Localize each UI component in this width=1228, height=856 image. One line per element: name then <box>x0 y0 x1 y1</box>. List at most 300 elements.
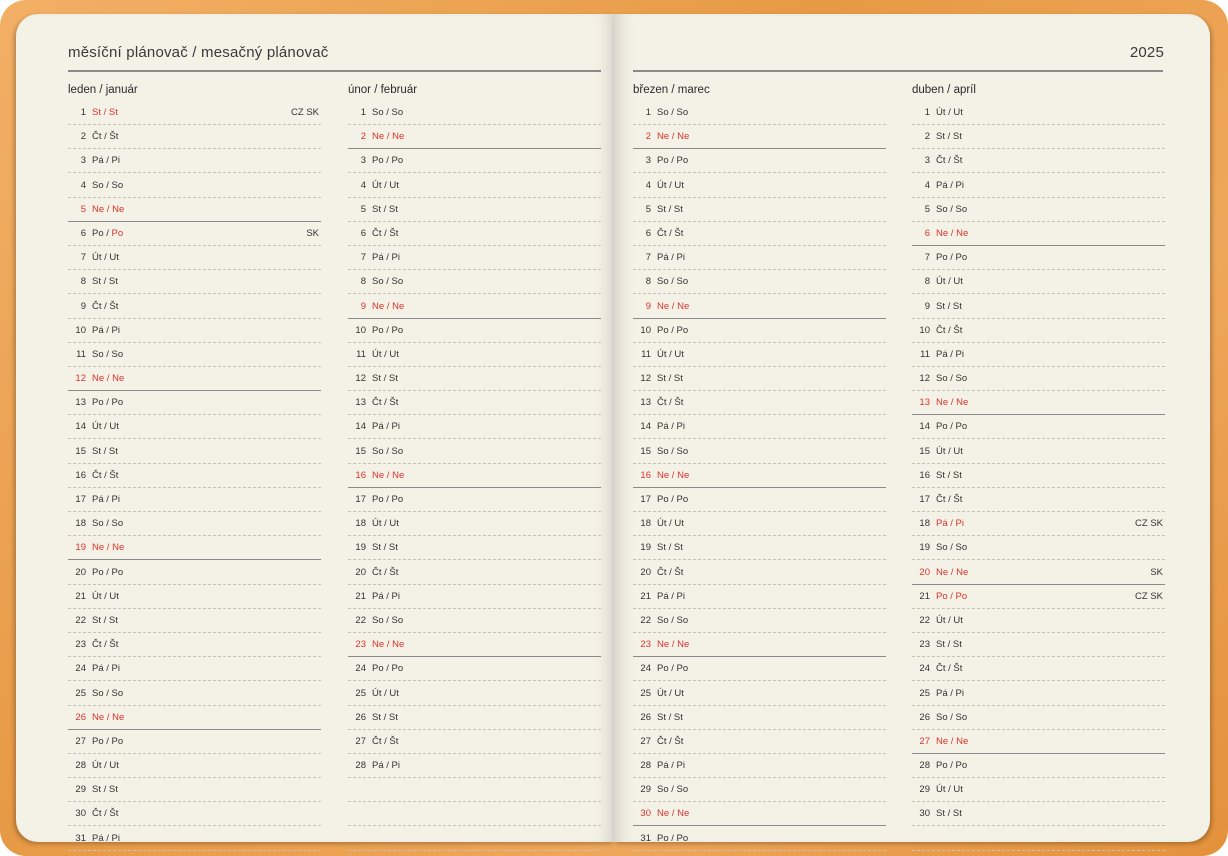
day-row[interactable] <box>348 416 601 439</box>
day-number: 1 <box>80 107 86 118</box>
day-name <box>92 736 123 747</box>
day-name-sk: Po <box>676 155 689 167</box>
day-number: 22 <box>919 614 930 626</box>
day-name-cz: Pá <box>936 687 948 699</box>
day-row[interactable] <box>348 392 601 415</box>
day-number: 25 <box>919 687 930 699</box>
day-row[interactable] <box>912 610 1165 633</box>
day-row[interactable] <box>912 296 1165 319</box>
day-name-separator: / <box>668 663 677 675</box>
day-name <box>92 276 118 287</box>
day-name <box>92 784 118 795</box>
day-name <box>372 494 403 505</box>
day-name-separator: / <box>668 445 677 457</box>
day-name-sk: So <box>955 373 968 385</box>
left-page <box>16 14 614 842</box>
title-rule <box>68 70 601 72</box>
day-row[interactable] <box>912 175 1165 198</box>
day-name-cz: Po <box>372 155 384 167</box>
day-name-sk: Po <box>955 760 968 772</box>
day-number: 14 <box>75 421 86 433</box>
day-number: 21 <box>919 590 930 602</box>
day-name-sk: St <box>108 784 118 796</box>
empty-row[interactable] <box>348 803 601 826</box>
day-row[interactable] <box>68 755 321 778</box>
day-name-separator: / <box>669 808 678 820</box>
day-name-separator: / <box>668 155 677 167</box>
day-row[interactable] <box>912 199 1165 222</box>
day-row[interactable] <box>633 150 886 173</box>
day-row[interactable] <box>633 223 886 246</box>
day-name-separator: / <box>947 373 956 385</box>
day-name <box>92 325 120 336</box>
day-name-cz: St <box>936 131 945 143</box>
day-name <box>372 567 398 578</box>
day-row[interactable] <box>68 658 321 681</box>
day-row[interactable] <box>348 247 601 270</box>
empty-row[interactable] <box>348 779 601 802</box>
day-row[interactable] <box>348 223 601 246</box>
day-name-sk: Po <box>955 590 968 602</box>
month-column-march <box>633 78 886 852</box>
day-number: 3 <box>924 155 930 167</box>
empty-row[interactable] <box>348 828 601 851</box>
day-row[interactable] <box>633 803 886 826</box>
day-row[interactable] <box>912 537 1165 560</box>
day-name-separator: / <box>100 107 109 118</box>
day-name-sk: St <box>673 542 683 554</box>
day-row[interactable] <box>348 586 601 609</box>
day-row[interactable] <box>348 150 601 173</box>
day-number: 18 <box>919 518 930 530</box>
day-number: 25 <box>640 687 651 699</box>
day-row[interactable] <box>633 392 886 415</box>
day-row[interactable] <box>633 779 886 802</box>
day-name-separator: / <box>668 324 677 336</box>
day-name-sk: St <box>952 300 962 312</box>
day-number: 28 <box>919 760 930 772</box>
day-row[interactable] <box>68 731 321 754</box>
day-name <box>936 107 963 118</box>
day-name-separator: / <box>381 518 390 530</box>
day-row[interactable] <box>633 247 886 270</box>
day-row[interactable] <box>633 634 886 657</box>
day-number: 9 <box>360 300 366 312</box>
day-name-separator: / <box>945 445 954 457</box>
day-name-sk: Ne <box>112 203 125 215</box>
day-row[interactable] <box>68 465 321 488</box>
day-row[interactable] <box>68 223 321 246</box>
day-name-sk: Ut <box>674 348 684 360</box>
day-row[interactable] <box>633 368 886 391</box>
day-name-sk: St <box>388 203 398 215</box>
day-name <box>657 688 684 699</box>
day-number: 10 <box>640 324 651 336</box>
day-name-sk: St <box>952 131 962 143</box>
day-row[interactable] <box>912 441 1165 464</box>
year-label: 2025 <box>1129 44 1164 61</box>
day-name <box>936 615 963 626</box>
day-name <box>657 542 683 553</box>
day-row[interactable] <box>348 731 601 754</box>
day-row[interactable] <box>68 368 321 391</box>
day-row[interactable] <box>633 513 886 536</box>
day-row[interactable] <box>633 344 886 367</box>
day-name-separator: / <box>383 760 392 772</box>
day-row[interactable] <box>348 707 601 730</box>
day-row[interactable] <box>912 126 1165 149</box>
day-name-separator: / <box>380 373 389 385</box>
day-number: 5 <box>80 203 86 215</box>
day-name-separator: / <box>103 687 112 699</box>
day-number: 6 <box>360 227 366 239</box>
month-column-april <box>912 78 1165 852</box>
day-row[interactable] <box>68 199 321 222</box>
day-row[interactable] <box>912 223 1165 246</box>
day-row[interactable] <box>348 271 601 294</box>
day-row[interactable] <box>912 150 1165 173</box>
day-row[interactable] <box>68 102 321 125</box>
day-name <box>936 446 963 457</box>
day-row[interactable] <box>68 344 321 367</box>
day-number: 28 <box>75 760 86 772</box>
day-row[interactable] <box>68 683 321 706</box>
day-name-separator: / <box>668 494 677 505</box>
day-name <box>372 663 403 674</box>
day-row[interactable] <box>348 513 601 536</box>
day-name-separator: / <box>665 711 674 723</box>
day-number: 22 <box>640 614 651 626</box>
day-name-cz: Út <box>92 760 102 772</box>
day-name-cz: St <box>372 203 381 215</box>
day-number: 28 <box>640 760 651 772</box>
day-name-sk: Po <box>111 397 124 409</box>
day-name-cz: Čt <box>657 735 667 747</box>
day-row[interactable] <box>348 126 601 149</box>
day-row[interactable] <box>633 658 886 681</box>
day-name <box>92 131 118 142</box>
day-row[interactable] <box>633 199 886 222</box>
day-row[interactable] <box>633 610 886 633</box>
day-row[interactable] <box>68 175 321 198</box>
day-row[interactable] <box>68 126 321 149</box>
day-name-sk: Ne <box>677 639 690 651</box>
day-name-cz: Pá <box>372 590 384 602</box>
day-name-cz: Út <box>936 445 946 457</box>
day-name <box>372 470 404 481</box>
day-name-sk: Ut <box>389 518 399 530</box>
day-name-separator: / <box>947 203 956 215</box>
day-row[interactable] <box>633 562 886 585</box>
day-row[interactable] <box>68 707 321 730</box>
day-row[interactable] <box>633 465 886 488</box>
day-name-sk: Ne <box>956 566 969 578</box>
day-number: 10 <box>919 324 930 336</box>
day-row[interactable] <box>68 779 321 802</box>
day-name-sk: St <box>108 445 118 457</box>
day-name-separator: / <box>103 566 112 578</box>
day-row[interactable] <box>68 271 321 294</box>
day-name-sk: Ne <box>677 469 690 481</box>
day-name-separator: / <box>104 711 113 723</box>
day-number: 10 <box>75 324 86 336</box>
day-name-cz: Čt <box>936 494 946 505</box>
day-name <box>657 591 685 602</box>
day-row[interactable] <box>912 465 1165 488</box>
day-name-sk: Pi <box>955 687 964 699</box>
day-row[interactable] <box>912 586 1165 609</box>
day-name-sk: Št <box>109 300 119 312</box>
day-row[interactable] <box>633 271 886 294</box>
day-name-cz: Čt <box>936 324 946 336</box>
day-name-cz: Ne <box>92 711 105 723</box>
day-row[interactable] <box>348 344 601 367</box>
day-row[interactable] <box>348 755 601 778</box>
day-name-sk: Pi <box>676 760 685 772</box>
day-name <box>372 518 399 529</box>
day-name-sk: Ne <box>392 639 405 651</box>
day-row[interactable] <box>912 489 1165 512</box>
day-row[interactable] <box>348 489 601 512</box>
day-number: 4 <box>360 179 366 191</box>
day-row[interactable] <box>68 562 321 585</box>
day-number: 19 <box>919 542 930 554</box>
day-row[interactable] <box>348 537 601 560</box>
day-row[interactable] <box>348 465 601 488</box>
day-name-cz: St <box>92 784 101 796</box>
day-number: 21 <box>640 590 651 602</box>
day-row[interactable] <box>348 441 601 464</box>
day-row[interactable] <box>633 102 886 125</box>
day-row[interactable] <box>68 828 321 851</box>
day-row[interactable] <box>348 658 601 681</box>
day-name-separator: / <box>666 687 675 699</box>
day-name <box>92 615 118 626</box>
day-row[interactable] <box>912 803 1165 826</box>
day-name-cz: So <box>657 614 669 626</box>
day-number: 12 <box>355 373 366 385</box>
day-number: 24 <box>640 663 651 675</box>
day-name-separator: / <box>103 735 112 747</box>
day-name-cz: St <box>372 542 381 554</box>
day-number: 23 <box>919 639 930 651</box>
day-row[interactable] <box>348 102 601 125</box>
day-row[interactable] <box>912 755 1165 778</box>
day-name <box>92 518 123 529</box>
day-name-cz: Út <box>92 421 102 433</box>
day-name-separator: / <box>668 107 677 118</box>
day-name-cz: Ne <box>372 131 385 143</box>
day-name-separator: / <box>665 542 674 554</box>
day-name <box>936 688 964 699</box>
day-name-separator: / <box>383 324 392 336</box>
day-row[interactable] <box>348 634 601 657</box>
day-row[interactable] <box>68 489 321 512</box>
day-number: 1 <box>360 107 366 118</box>
day-name-separator: / <box>384 300 393 312</box>
day-name-separator: / <box>383 252 392 264</box>
day-row[interactable] <box>68 150 321 173</box>
day-name-sk: Pi <box>676 421 685 433</box>
day-name <box>936 712 967 723</box>
day-row[interactable] <box>633 707 886 730</box>
day-name-sk: Št <box>674 735 684 747</box>
day-row[interactable] <box>633 828 886 851</box>
day-row[interactable] <box>633 731 886 754</box>
day-name-cz: Ne <box>372 469 385 481</box>
day-row[interactable] <box>912 320 1165 343</box>
day-name-separator: / <box>945 614 954 626</box>
day-row[interactable] <box>912 731 1165 754</box>
day-number: 7 <box>924 252 930 264</box>
day-name-sk: Ne <box>392 131 405 143</box>
day-row[interactable] <box>348 175 601 198</box>
day-name-cz: St <box>657 542 666 554</box>
day-name-sk: Št <box>109 469 119 481</box>
day-row[interactable] <box>633 537 886 560</box>
day-row[interactable] <box>912 658 1165 681</box>
day-name-sk: Ne <box>112 542 125 554</box>
day-name-cz: Po <box>936 421 948 433</box>
day-row[interactable] <box>912 683 1165 706</box>
day-row[interactable] <box>912 513 1165 536</box>
day-name-cz: Út <box>936 784 946 796</box>
day-name-separator: / <box>947 421 956 433</box>
day-row[interactable] <box>68 634 321 657</box>
day-row[interactable] <box>633 441 886 464</box>
day-row[interactable] <box>348 610 601 633</box>
day-name-sk: St <box>952 639 962 651</box>
day-name-cz: St <box>657 373 666 385</box>
day-name-separator: / <box>104 542 113 554</box>
day-number: 23 <box>355 639 366 651</box>
day-name-sk: So <box>676 445 689 457</box>
day-row[interactable] <box>348 562 601 585</box>
day-row[interactable] <box>912 562 1165 585</box>
day-row[interactable] <box>912 247 1165 270</box>
day-row[interactable] <box>912 368 1165 391</box>
day-name-cz: Ne <box>936 735 949 747</box>
day-number: 6 <box>645 227 651 239</box>
day-row[interactable] <box>633 683 886 706</box>
day-row[interactable] <box>633 489 886 512</box>
day-name-cz: Po <box>372 324 384 336</box>
day-name-separator: / <box>947 711 956 723</box>
day-name-separator: / <box>668 252 677 264</box>
day-name <box>372 712 398 723</box>
day-row[interactable] <box>68 513 321 536</box>
day-number: 27 <box>640 735 651 747</box>
day-row[interactable] <box>633 586 886 609</box>
day-name-cz: Ne <box>936 227 949 239</box>
day-number: 18 <box>355 518 366 530</box>
day-name-separator: / <box>101 590 110 602</box>
day-name-cz: Ne <box>92 542 105 554</box>
day-name-separator: / <box>944 300 953 312</box>
day-row[interactable] <box>348 320 601 343</box>
day-row[interactable] <box>68 320 321 343</box>
day-name <box>372 349 399 360</box>
day-number: 3 <box>360 155 366 167</box>
day-name-separator: / <box>666 397 675 409</box>
day-row[interactable] <box>633 296 886 319</box>
day-name <box>372 228 398 239</box>
day-row[interactable] <box>912 779 1165 802</box>
day-name-cz: Ne <box>372 300 385 312</box>
day-name-sk: Po <box>111 566 124 578</box>
day-name-cz: Čt <box>92 639 102 651</box>
day-row[interactable] <box>912 416 1165 439</box>
day-row[interactable] <box>912 102 1165 125</box>
day-row[interactable] <box>348 368 601 391</box>
day-name <box>657 301 689 312</box>
day-name-separator: / <box>104 373 113 385</box>
day-name <box>92 470 118 481</box>
day-number: 7 <box>80 252 86 264</box>
day-name-separator: / <box>668 832 677 844</box>
day-name-cz: St <box>936 469 945 481</box>
day-row[interactable] <box>633 320 886 343</box>
day-name-separator: / <box>381 735 390 747</box>
day-row[interactable] <box>633 175 886 198</box>
day-name-sk: Pi <box>391 590 400 602</box>
day-row[interactable] <box>68 392 321 415</box>
day-row[interactable] <box>912 392 1165 415</box>
day-row[interactable] <box>348 199 601 222</box>
empty-row[interactable] <box>912 828 1165 851</box>
day-row[interactable] <box>633 416 886 439</box>
day-name-cz: St <box>657 711 666 723</box>
day-name-separator: / <box>381 179 390 191</box>
day-name-sk: Ut <box>109 590 119 602</box>
day-number: 7 <box>360 252 366 264</box>
day-row[interactable] <box>68 247 321 270</box>
day-number: 12 <box>640 373 651 385</box>
day-number: 20 <box>919 566 930 578</box>
day-row[interactable] <box>912 707 1165 730</box>
day-name-cz: Pá <box>92 663 104 675</box>
day-row[interactable] <box>68 586 321 609</box>
day-number: 12 <box>75 373 86 385</box>
day-row[interactable] <box>68 537 321 560</box>
day-row[interactable] <box>633 755 886 778</box>
day-name <box>936 252 967 263</box>
day-row[interactable] <box>68 803 321 826</box>
day-row[interactable] <box>68 441 321 464</box>
holiday-country-tag: CZ SK <box>1135 590 1163 602</box>
day-name-separator: / <box>669 300 678 312</box>
day-name-cz: So <box>936 203 948 215</box>
day-row[interactable] <box>348 683 601 706</box>
day-row[interactable] <box>348 296 601 319</box>
day-row[interactable] <box>633 126 886 149</box>
day-row[interactable] <box>912 634 1165 657</box>
day-name-sk: St <box>673 203 683 215</box>
day-row[interactable] <box>912 271 1165 294</box>
month-title: duben / apríl <box>912 84 976 96</box>
day-name-separator: / <box>947 687 956 699</box>
day-name <box>92 808 118 819</box>
day-name-cz: Pá <box>92 494 104 505</box>
day-number: 2 <box>80 131 86 143</box>
day-name-cz: So <box>92 179 104 191</box>
day-row[interactable] <box>68 610 321 633</box>
day-row[interactable] <box>68 416 321 439</box>
day-name <box>657 663 688 674</box>
day-row[interactable] <box>68 296 321 319</box>
day-name <box>936 301 962 312</box>
day-row[interactable] <box>912 344 1165 367</box>
